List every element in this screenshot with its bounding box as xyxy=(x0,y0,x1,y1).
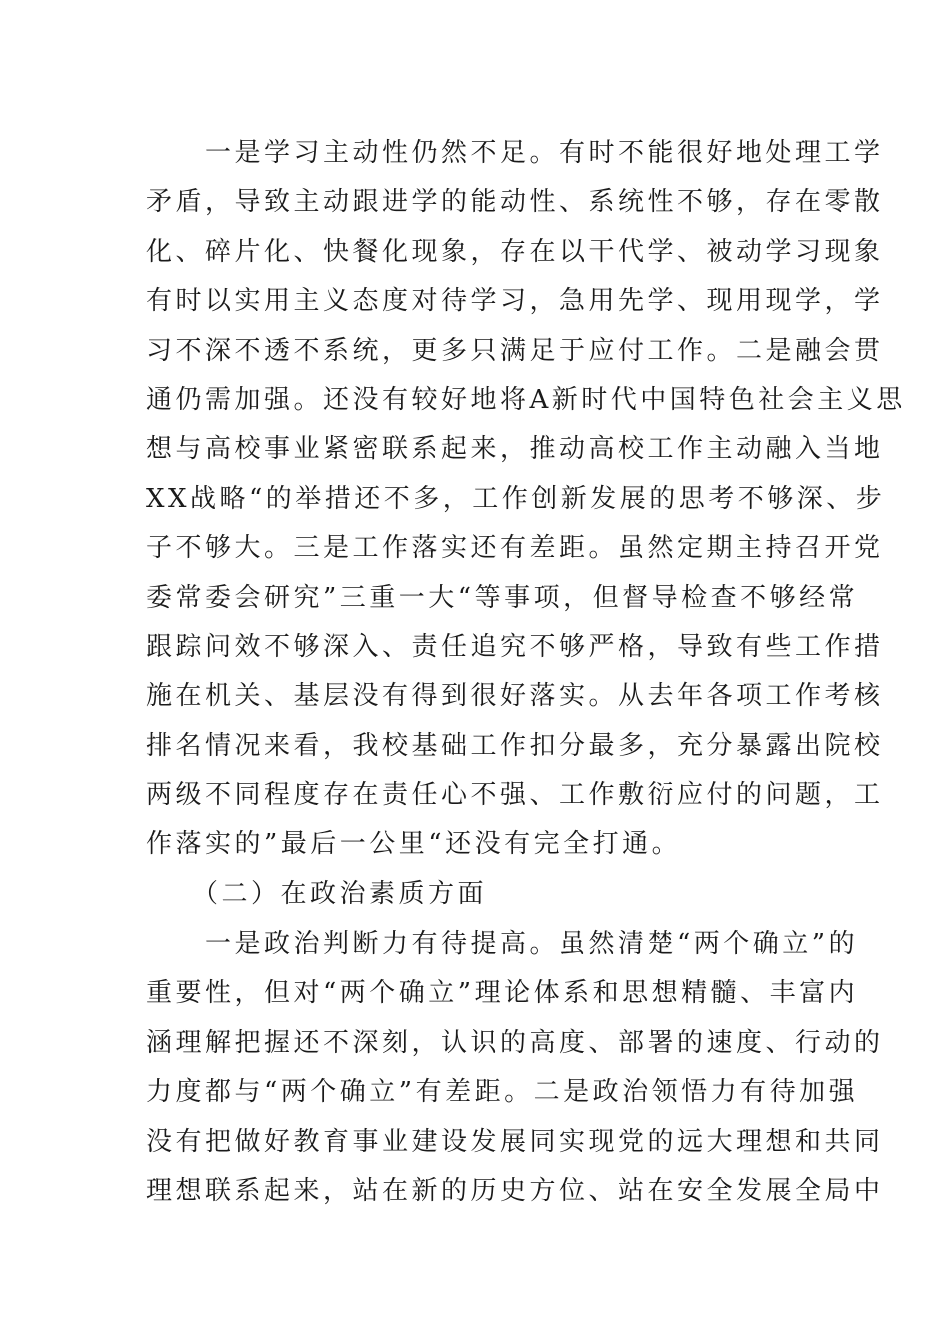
text-line: 力度都与“两个确立”有差距。二是政治领悟力有待加强 xyxy=(146,1077,859,1108)
text-line: 有时以实用主义态度对待学习，急用先学、现用现学，学 xyxy=(146,286,884,317)
text-line: 想与高校事业紧密联系起来，推动高校工作主动融入当地 xyxy=(146,434,884,465)
paragraph-political-quality xyxy=(146,920,884,1216)
text-line: 矛盾，导致主动跟进学的能动性、系统性不够，存在零散 xyxy=(146,187,884,218)
text-line: 通仍需加强。还没有较好地将A新时代中国特色社会主义思 xyxy=(146,384,906,415)
text-line: 跟踪问效不够深入、责任追究不够严格，导致有些工作措 xyxy=(146,631,884,662)
text-line: 作落实的”最后一公里“还没有完全打通。 xyxy=(146,829,682,860)
text-line: 委常委会研究”三重一大“等事项，但督导检查不够经常 xyxy=(146,582,859,613)
text-line: 涵理解把握还不深刻，认识的高度、部署的速度、行动的 xyxy=(146,1027,884,1058)
text-line: 习不深不透不系统，更多只满足于应付工作。二是融会贯 xyxy=(146,335,884,366)
text-line: 理想联系起来，站在新的历史方位、站在安全发展全局中 xyxy=(146,1175,884,1206)
text-line: 子不够大。三是工作落实还有差距。虽然定期主持召开党 xyxy=(146,533,884,564)
section-heading: （二）在政治素质方面 xyxy=(146,879,488,909)
text-line: 排名情况来看，我校基础工作扣分最多，充分暴露出院校 xyxy=(146,730,884,761)
text-line: 施在机关、基层没有得到很好落实。从去年各项工作考核 xyxy=(146,681,884,712)
text-line: 化、碎片化、快餐化现象，存在以干代学、被动学习现象 xyxy=(146,236,884,267)
text-line: 一是学习主动性仍然不足。有时不能很好地处理工学 xyxy=(146,138,884,168)
text-line: 没有把做好教育事业建设发展同实现党的远大理想和共同 xyxy=(146,1126,884,1157)
section-heading-political-quality xyxy=(146,870,808,919)
text-line: 重要性，但对“两个确立”理论体系和思想精髓、丰富内 xyxy=(146,978,859,1009)
text-line: 两级不同程度存在责任心不强、工作敷衍应付的问题，工 xyxy=(146,780,884,811)
text-line: XX战略“的举措还不多，工作创新发展的思考不够深、步 xyxy=(146,483,886,514)
paragraph-study-shortcomings xyxy=(146,129,906,870)
text-line: 一是政治判断力有待提高。虽然清楚“两个确立”的 xyxy=(146,929,859,959)
